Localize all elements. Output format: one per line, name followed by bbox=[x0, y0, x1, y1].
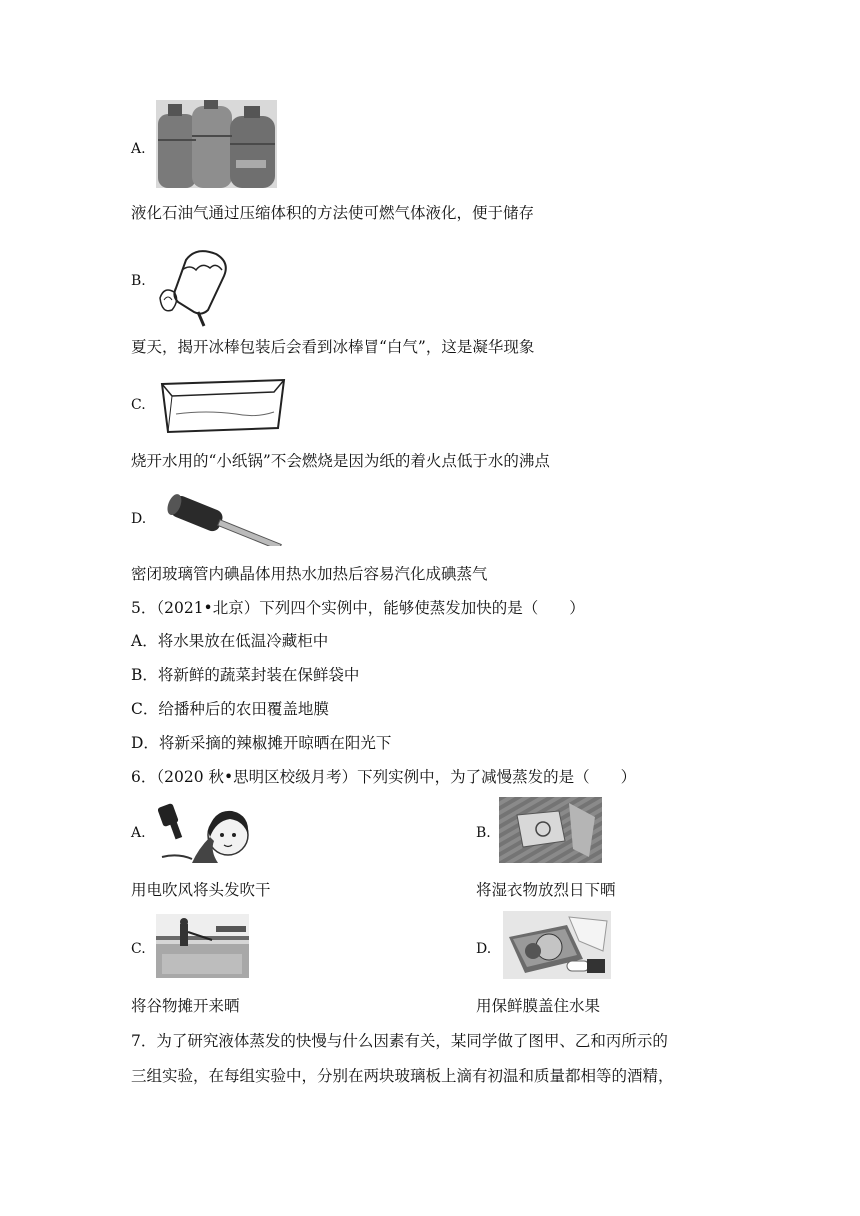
q6-option-b-letter: B. bbox=[476, 825, 491, 841]
gas-cylinders-photo bbox=[156, 100, 277, 188]
q6-stem: 6．（2020 秋•思明区校级月考）下列实例中，为了减慢蒸发的是（ ） bbox=[131, 768, 637, 786]
q4-option-c-letter: C. bbox=[131, 397, 146, 413]
q4-option-d-letter: D. bbox=[131, 511, 147, 527]
q4-option-b-caption: 夏天，揭开冰棒包装后会看到冰棒冒“白气”，这是凝华现象 bbox=[131, 338, 535, 356]
q6-option-b-caption: 将湿衣物放烈日下晒 bbox=[476, 881, 616, 899]
q7-line-1: 7．为了研究液体蒸发的快慢与什么因素有关，某同学做了图甲、乙和丙所示的 bbox=[131, 1032, 668, 1050]
wrapped-fruit-photo bbox=[503, 911, 611, 979]
q4-option-a-caption: 液化石油气通过压缩体积的方法使可燃气体液化，便于储存 bbox=[131, 204, 535, 222]
q5-option-d: D．将新采摘的辣椒摊开晾晒在阳光下 bbox=[131, 734, 392, 752]
grain-spreading-photo bbox=[156, 914, 249, 978]
q6-option-a-caption: 用电吹风将头发吹干 bbox=[131, 881, 271, 899]
wet-clothes-photo bbox=[499, 797, 602, 863]
ice-pop-sketch bbox=[156, 240, 236, 328]
q5-stem: 5．（2021•北京）下列四个实例中，能够使蒸发加快的是（ ） bbox=[131, 599, 585, 617]
q6-option-a-letter: A. bbox=[131, 825, 146, 841]
q6-option-d-letter: D. bbox=[476, 941, 492, 957]
iodine-tube-sketch bbox=[160, 486, 286, 546]
q4-option-b-letter: B. bbox=[131, 273, 146, 289]
q4-option-d-caption: 密闭玻璃管内碘晶体用热水加热后容易汽化成碘蒸气 bbox=[131, 565, 488, 583]
q6-option-c-caption: 将谷物摊开来晒 bbox=[131, 997, 240, 1015]
q6-option-d-caption: 用保鲜膜盖住水果 bbox=[476, 997, 601, 1015]
q6-option-c-letter: C. bbox=[131, 941, 146, 957]
q4-option-a-letter: A. bbox=[131, 141, 146, 157]
q5-option-b: B．将新鲜的蔬菜封装在保鲜袋中 bbox=[131, 666, 360, 684]
paper-pot-sketch bbox=[156, 374, 290, 438]
q5-option-a: A．将水果放在低温冷藏柜中 bbox=[131, 632, 329, 650]
q7-line-2: 三组实验，在每组实验中，分别在两块玻璃板上滴有初温和质量都相等的酒精， bbox=[131, 1067, 674, 1085]
q5-option-c: C．给播种后的农田覆盖地膜 bbox=[131, 700, 329, 718]
q4-option-c-caption: 烧开水用的“小纸锅”不会燃烧是因为纸的着火点低于水的沸点 bbox=[131, 452, 550, 470]
hair-dryer-photo bbox=[158, 797, 251, 864]
